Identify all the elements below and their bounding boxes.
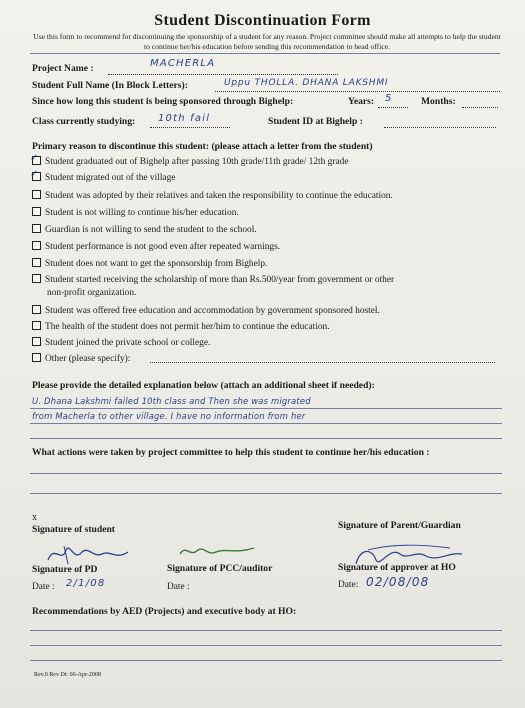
pd-signature-label: Signature of PD xyxy=(32,564,98,575)
since-label: Since how long this student is being sponsored through Bighelp: xyxy=(32,96,294,107)
student-id-line xyxy=(384,127,496,128)
reason-text: Student started receiving the scholarship of more than Rs.500/year from government or other xyxy=(45,275,395,285)
other-specify-line xyxy=(150,362,495,363)
reason-item[interactable] xyxy=(32,172,175,183)
recommendations-rule-3 xyxy=(30,660,502,661)
reason-checkbox[interactable] xyxy=(32,321,41,330)
student-name-line xyxy=(215,91,500,92)
pcc-date-label: Date : xyxy=(167,582,190,592)
pd-date-label: Date : xyxy=(32,582,55,592)
pcc-signature-label: Signature of PCC/auditor xyxy=(167,563,273,574)
reason-item[interactable] xyxy=(32,190,393,201)
reason-checkbox[interactable] xyxy=(32,258,41,267)
years-value: 5 xyxy=(385,93,393,104)
reason-text: Student performance is not good even after repeated warnings. xyxy=(45,242,281,252)
reason-text: Student was offered free education and accommodation by government sponsored hostel. xyxy=(45,306,380,316)
reason-text: Other (please specify): xyxy=(45,354,131,364)
reason-text: The health of the student does not permit her/him to continue the education. xyxy=(45,322,330,332)
explanation-rule-3 xyxy=(30,438,502,439)
months-label: Months: xyxy=(421,96,456,107)
reason-text: Student graduated out of Bighelp after passing 10th grade/11th grade/ 12th grade xyxy=(45,157,349,167)
class-line xyxy=(150,127,230,128)
reason-checkbox[interactable] xyxy=(32,305,41,314)
reasons-heading: Primary reason to discontinue this student: (please attach a letter from the student) xyxy=(32,141,373,152)
recommendations-label: Recommendations by AED (Projects) and executive body at HO: xyxy=(32,606,297,617)
reason-text: Student is not willing to continue his/her education. xyxy=(45,208,239,218)
reason-checkbox[interactable] xyxy=(32,353,41,362)
explanation-label: Please provide the detailed explanation below (attach an additional sheet if needed): xyxy=(32,380,375,391)
approver-date-value: 02/08/08 xyxy=(366,575,430,589)
reason-checkbox[interactable] xyxy=(32,337,41,346)
revision-footer: Rev.0 Rev Dt: 06-Apr-2008 xyxy=(34,672,101,678)
recommendations-rule-2 xyxy=(30,645,502,646)
reason-text: Student joined the private school or college. xyxy=(45,338,211,348)
reason-item[interactable] xyxy=(32,353,130,364)
project-label: Project Name : xyxy=(32,63,94,74)
form-title: Student Discontinuation Form xyxy=(154,12,371,29)
x-mark: x xyxy=(32,512,37,523)
actions-rule-2 xyxy=(30,493,502,494)
form-intro: Use this form to recommend for discontinuing the sponsorship of a student for any reason. Project committee should make all attempts to help the student to continue her/his education before sending this recommendation to head office. xyxy=(33,32,501,51)
project-value: MACHERLA xyxy=(150,58,216,69)
explanation-line-1: U. Dhana Lakshmi failed 10th class and Then she was migrated xyxy=(32,396,311,406)
explanation-line-2: from Macherla to other village. I have no information from her xyxy=(32,411,306,421)
recommendations-rule-1 xyxy=(30,630,502,631)
class-value: 10th fail xyxy=(158,113,211,124)
explanation-rule-1 xyxy=(30,408,502,409)
reason-text: Student does not want to get the sponsorship from Bighelp. xyxy=(45,259,268,269)
class-label: Class currently studying: xyxy=(32,116,136,127)
reason-item[interactable] xyxy=(32,224,257,235)
reason-item[interactable] xyxy=(32,274,394,285)
student-signature-label: Signature of student xyxy=(32,524,115,535)
approver-date-label: Date: xyxy=(338,580,359,590)
check-mark-icon: ✓ xyxy=(30,153,39,164)
student-name-value: Uppu THOLLA. DHANA LAKSHMI xyxy=(224,78,389,88)
header-rule xyxy=(30,53,500,54)
reason-item[interactable] xyxy=(32,321,330,332)
approver-signature-label: Signature of approver at HO xyxy=(338,562,456,573)
reason-checkbox[interactable] xyxy=(32,207,41,216)
reason-item[interactable] xyxy=(32,337,210,348)
reason-continuation: non-profit organization. xyxy=(47,288,137,298)
years-label: Years: xyxy=(348,96,375,107)
pd-date-value: 2/1/08 xyxy=(66,578,106,589)
parent-signature-label: Signature of Parent/Guardian xyxy=(338,520,461,531)
project-line xyxy=(108,74,338,75)
pcc-signature-drawing xyxy=(178,540,258,564)
reason-item[interactable] xyxy=(32,241,280,252)
actions-label: What actions were taken by project committee to help this student to continue her/his education : xyxy=(32,447,430,458)
reason-checkbox[interactable] xyxy=(32,224,41,233)
reason-text: Student was adopted by their relatives and taken the responsibility to continue the education. xyxy=(45,191,393,201)
student-name-label: Student Full Name (In Block Letters): xyxy=(32,80,188,91)
years-line xyxy=(378,107,408,108)
reason-checkbox[interactable] xyxy=(32,274,41,283)
reason-text: Guardian is not willing to send the student to the school. xyxy=(45,225,257,235)
reason-checkbox[interactable] xyxy=(32,241,41,250)
reason-item[interactable] xyxy=(32,156,348,167)
explanation-rule-2 xyxy=(30,423,502,424)
check-mark-icon: ✓ xyxy=(30,169,39,180)
reason-item[interactable] xyxy=(32,258,267,269)
reason-text: Student migrated out of the village xyxy=(45,173,176,183)
reason-item[interactable] xyxy=(32,305,380,316)
months-line xyxy=(462,107,498,108)
actions-rule-1 xyxy=(30,473,502,474)
reason-item[interactable] xyxy=(32,207,239,218)
reason-checkbox[interactable] xyxy=(32,190,41,199)
student-id-label: Student ID at Bighelp : xyxy=(268,116,363,127)
